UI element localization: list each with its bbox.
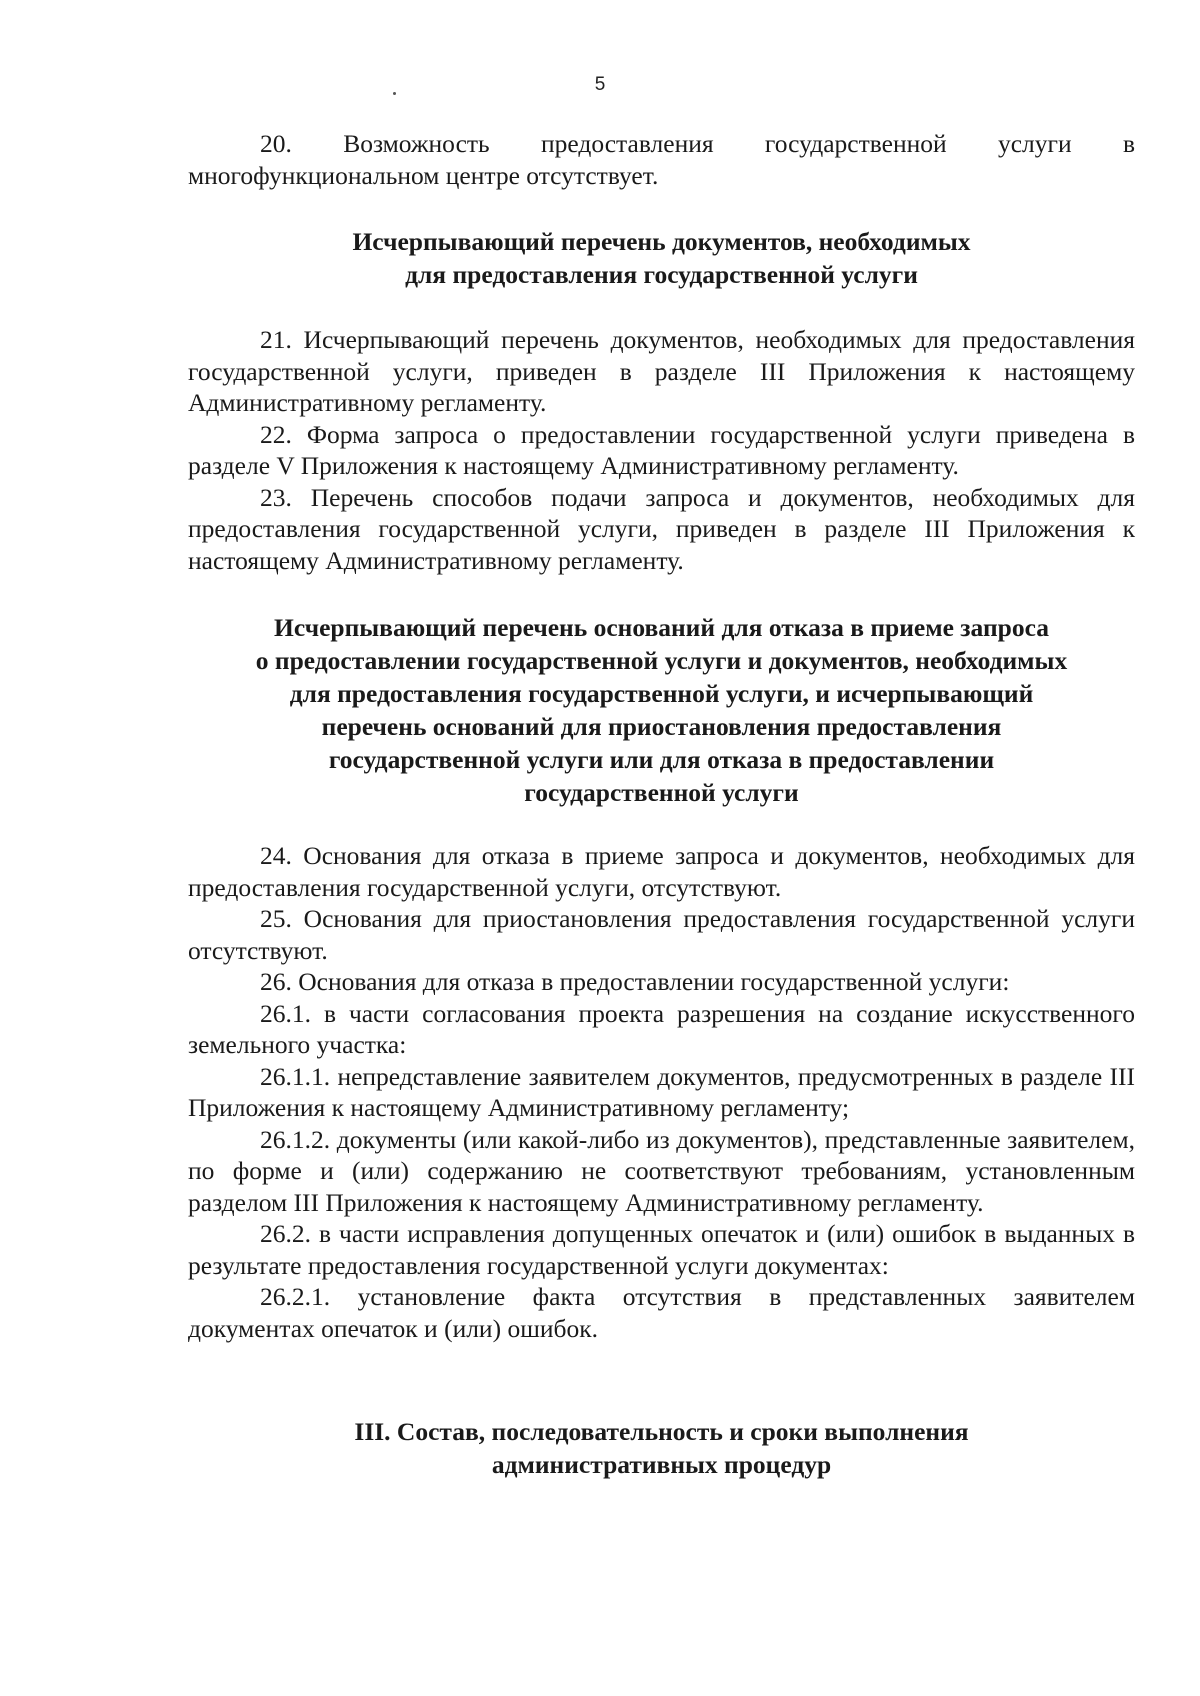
paragraph-21: 21. Исчерпывающий перечень документов, необходимых для предоставления государственной услуги, приведен в разделе III Приложения к настоящему Административному регламенту. xyxy=(188,325,1135,417)
paragraph-26-1-1: 26.1.1. непредставление заявителем документов, предусмотренных в разделе III Приложения к настоящему Административному регламенту; xyxy=(188,1061,1135,1122)
heading-refusal-grounds xyxy=(188,611,1135,809)
heading-line: государственной услуги или для отказа в предоставлении xyxy=(328,745,995,774)
heading-line: Исчерпывающий перечень оснований для отказа в приеме запроса xyxy=(274,613,1049,642)
heading-line: государственной услуги xyxy=(524,778,799,807)
heading-line: для предоставления государственной услуги xyxy=(405,260,918,289)
paragraph-23: 23. Перечень способов подачи запроса и документов, необходимых для предоставления государственной услуги, приведен в разделе III Приложения к настоящему Административному регламенту. xyxy=(188,482,1135,575)
heading-line: Исчерпывающий перечень документов, необходимых xyxy=(352,227,971,256)
paragraph-26-2-1: 26.2.1. установление факта отсутствия в представленных заявителем документах опечаток и (или) ошибок. xyxy=(188,1282,1135,1343)
heading-line: для предоставления государственной услуги, и исчерпывающий xyxy=(289,679,1034,708)
heading-line: III. Состав, последовательность и сроки выполнения xyxy=(354,1417,969,1446)
scan-artifact-dot xyxy=(393,92,396,95)
heading-section-iii xyxy=(188,1415,1135,1481)
heading-document-list xyxy=(188,225,1135,291)
paragraph-22: 22. Форма запроса о предоставлении государственной услуги приведена в разделе V Приложения к настоящему Административному регламенту. xyxy=(188,419,1135,480)
heading-line: перечень оснований для приостановления предоставления xyxy=(321,712,1002,741)
paragraph-group-21-23 xyxy=(188,324,1135,576)
paragraph-24: 24. Основания для отказа в приеме запроса и документов, необходимых для предоставления государственной услуги, отсутствуют. xyxy=(188,841,1135,902)
paragraph-group-20 xyxy=(188,128,1135,191)
paragraph-25: 25. Основания для приостановления предоставления государственной услуги отсутствуют. xyxy=(188,904,1135,965)
paragraph-26-2: 26.2. в части исправления допущенных опечаток и (или) ошибок в выданных в результате предоставления государственной услуги документах: xyxy=(188,1219,1135,1280)
paragraph-26-1-2: 26.1.2. документы (или какой-либо из документов), представленные заявителем, по форме и (или) содержанию не соответствуют требованиям, установленным разделом III Приложения к настоящему Административному регламенту. xyxy=(188,1124,1135,1217)
paragraph-20: 20. Возможность предоставления государственной услуги в многофункциональном центре отсутствует. xyxy=(188,129,1135,190)
page-number: 5 xyxy=(594,74,606,95)
paragraph-26-1: 26.1. в части согласования проекта разрешения на создание искусственного земельного участка: xyxy=(188,998,1135,1059)
paragraph-group-24-26 xyxy=(188,840,1135,1344)
heading-line: административных процедур xyxy=(491,1450,832,1479)
paragraph-26: 26. Основания для отказа в предоставлении государственной услуги: xyxy=(260,967,1010,996)
heading-line: о предоставлении государственной услуги и документов, необходимых xyxy=(255,646,1068,675)
